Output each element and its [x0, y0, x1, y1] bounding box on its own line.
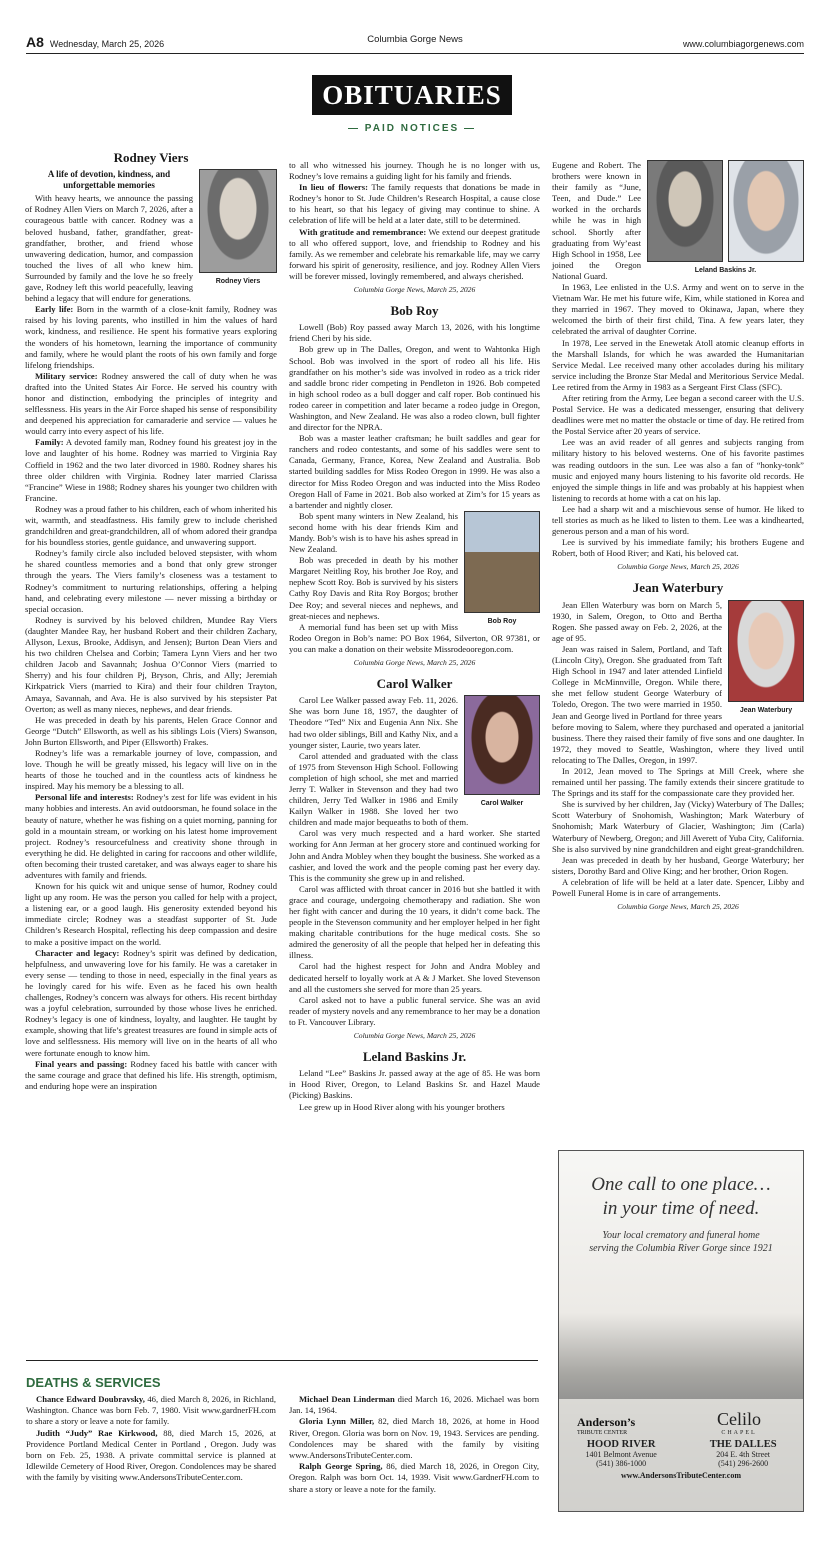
- deaths-rule: [26, 1360, 538, 1361]
- brand-sub: CHAPEL: [721, 1430, 757, 1436]
- brand-name: Anderson’s: [577, 1415, 636, 1429]
- paragraph: In 1963, Lee enlisted in the U.S. Army and went on to serve in the Vietnam War. He met his future wife, Kim, while stationed in Korea and they married in 1967. They moved to Okinawa, Japan, where they welcomed the birth of their first child, Tina. A few years later, they celebrated the arrival of daughter Corrine.: [552, 282, 804, 337]
- paragraph: Bob grew up in The Dalles, Oregon, and went to Wahtonka High School. Bob was involved in the sport of rodeo all his life. His grandfather on his mother’s side was involved in rodeo as a trick rider and saddle bronc rider competing in Pendleton in 1926. Bob competed in high school rodeo as a bull dogger and calf roper. Bob continued his rodeo career in competition and later became a rodeo judge in Oregon, Washington, and New Zealand. He was also a rodeo clown, bull fighter and director for the NPRA.: [289, 344, 540, 433]
- deceased-name: Gloria Lynn Miller,: [299, 1416, 375, 1427]
- death-notice: [26, 1428, 276, 1484]
- section-banner: OBITUARIES: [312, 75, 512, 115]
- andersons-logo: [577, 1417, 635, 1439]
- location-name: THE DALLES: [709, 1439, 777, 1450]
- paragraph: In 2012, Jean moved to The Springs at Mill Creek, where she remained until her passing. The family extends their sincere gratitude to The Springs and its staff for the compassionate care they provided her.: [552, 765, 804, 799]
- paragraph: [25, 948, 277, 1059]
- death-notice: [289, 1394, 539, 1416]
- ad-subline-1: Your local crematory and funeral home: [602, 1230, 760, 1241]
- paragraph-text: We extend our deepest gratitude to all who offered support, love, and friendship to Rodney and his family. As we remember and celebrate his remarkable life, may we carry forward his spirit of generosity, resilience, and joy. Rodney Allen Viers will be forever missed, lovingly remembered, and always cherished.: [289, 226, 540, 281]
- portrait-image-young: [647, 160, 723, 262]
- death-notice: [289, 1461, 539, 1495]
- paragraph: Rodney’s family circle also included beloved stepsister, with whom he shared countless memories and a bond that only grew stronger through the years. The Viers family’s closeness was a testament to Rodney’s commitment to nurturing relationships, offering a helping hand, and celebrating every milestone — never missing a birthday or special occasion.: [25, 548, 277, 614]
- paragraph: Bob spent many winters in New Zealand, his second home with his dear friends Kim and Mandy. Bob’s wish is to have his ashes spread in New Zealand.: [289, 510, 458, 555]
- paragraph: Rodney’s life was a remarkable journey of love, compassion, and love. Though he will be greatly missed, his legacy will live on in the hearts of those he touched and in the countless acts of kindness he inspired. May his memory be a blessing to all.: [25, 747, 277, 792]
- paragraph: Rodney was a proud father to his children, each of whom inherited his wit, warmth, and steadfastness. His family grew to include cherished grandchildren and great-grandchildren, all of whom adored their grandpa for his boundless stories, gentle guidance, and unwavering support.: [25, 503, 277, 548]
- paragraph: Known for his quick wit and unique sense of humor, Rodney could light up any room. He was the person you called for help with a project, a listening ear, or a good laugh. His generosity extended beyond his immediate circle; Rodney was a steadfast supporter of St. Jude Children’s Research Hospital, reflecting his deep compassion and desire to make a positive impact on the world.: [25, 881, 277, 947]
- photo-carol-walker: [464, 695, 540, 809]
- paragraph: In 1978, Lee served in the Enewetak Atoll atomic cleanup efforts in the Marshall Islands, for which he was awarded the Humanitarian Service Medal. Lee received many other accolades during his military service including the Bronze Star Medal and Meritorious Service Medal. Lee retired from the Army in 1983 as a Sergeant First Class (SFC).: [552, 337, 804, 392]
- paragraph-text: Rodney’s spirit was defined by dedication, helpfulness, and unwavering love for his family. He was a caretaker in every sense — tending to those in need, especially in the final years as he lovingly cared for his wife. Even as he faced his own health challenges, Rodney’s concern was always for others. His recent birthday was a joyful celebration, surrounded by those whose lives he enriched. Rodney’s legacy is one of kindness, loyalty, and laughter. He taught by example, showing that life’s greatest treasures are found in simple acts of love and selflessness. His memory will live on in the hearts of all who were fortunate enough to know him.: [25, 947, 278, 1058]
- paragraph: Bob was preceded in death by his mother Margaret Neitling Roy, his brother Joe Roy, and nephew Scott Roy. Bob is survived by his sisters Cathy Roy Davis and Rita Roy Borgos; brother Dee Roy; and several nieces and nephews, and great-nieces and nephews.: [289, 555, 458, 621]
- notice-text: 86, died March 18, 2026, in Oregon City, Oregon. Ralph was born Oct. 14, 1939. Visit www.GardnerFH.com to share a story or leave a note for the family.: [289, 1461, 539, 1494]
- column-2: [289, 160, 540, 1113]
- paragraph: Lowell (Bob) Roy passed away March 13, 2026, with his longtime friend Cheri by his side.: [289, 322, 540, 344]
- deaths-title: DEATHS & SERVICES: [26, 1375, 161, 1390]
- paragraph-heading: Personal life and interests:: [35, 792, 134, 803]
- paragraph: Leland “Lee” Baskins Jr. passed away at the age of 85. He was born in Hood River, Oregon, to Leland Baskins Sr. and Hazel Maude (Picking) Baskins.: [289, 1068, 540, 1101]
- photo-bob-roy: [464, 511, 540, 627]
- paragraph-heading: In lieu of flowers:: [299, 182, 368, 193]
- paragraph: Carol was afflicted with throat cancer in 2016 but she battled it with grace and courage, undergoing chemotherapy and radiation. She won her fight with cancer and during the 10 years, it didn’t come back. The people in the Stevenson community and her employer helped in her fight making charitable contributions for the huge medical costs. She so admired the generosity of all the people that helped her in defeating this illness.: [289, 883, 540, 961]
- funeral-home-ad[interactable]: [558, 1150, 804, 1512]
- paragraph: Carol asked not to have a public funeral service. She was an avid reader of mystery novels and any remembrance to her may be a donation to Ft. Vancouver Library.: [289, 994, 540, 1027]
- paragraph-heading: With gratitude and remembrance:: [299, 226, 427, 237]
- paragraph-text: Rodney faced his battle with cancer with the same courage and grace that defined his life. His strength, optimism, and enduring hope were an inspiration: [25, 1058, 277, 1091]
- header-rule: [26, 53, 804, 54]
- portrait-image-old: [728, 160, 804, 262]
- obit-title: Bob Roy: [390, 303, 439, 319]
- ad-website[interactable]: www.AndersonsTributeCenter.com: [621, 1471, 741, 1480]
- paragraph: Lee is survived by his immediate family; his brothers Eugene and Robert, both of Hood River; and Kati, his beloved cat.: [552, 537, 804, 559]
- ad-locations: [559, 1439, 803, 1468]
- obit-title: Carol Walker: [376, 676, 453, 692]
- paragraph: After retiring from the Army, Lee began a second career with the U.S. Postal Service. He was a dedicated messenger, ensuring that delivery deadlines were met no matter the obstacle or time of day. He retired from the Postal Service after 20 years of service.: [552, 392, 804, 437]
- deceased-name: Ralph George Spring,: [299, 1461, 383, 1472]
- photo-caption: Carol Walker: [480, 800, 524, 808]
- paragraph: Carol attended and graduated with the class of 1975 from Stevenson High School. Following completion of high school, she met and married Jerry T. Walker in Stevenson and they had two children, Jerry Ted Walker in 1986 and Emily Kailyn Walker in 1988. She loved her two children and made major bequeaths to both of them.: [289, 750, 469, 828]
- paragraph: Jean was raised in Salem, Portland, and Taft (Lincoln City), Oregon. She graduated from Taft High School in 1947 and later attended Linfield College in McMinnville, Oregon. While there, she met fellow student George Waterbury of Toledo, Oregon. The two were married in 1950. Jean and George lived in Portland for three years before moving to Salem, where they purchased and operated a janitorial business. There they raised their family of five sons and one daughter. In 1972, they moved to Seattle, Washington, where they lived until relocating to The Dalles, Oregon, in 1997.: [552, 643, 804, 765]
- paper-name: Columbia Gorge News: [367, 34, 463, 45]
- photo-caption: Rodney Viers: [215, 278, 261, 286]
- paragraph: A celebration of life will be held at a later date. Spencer, Libby and Powell Funeral Home is in care of arrangements.: [552, 876, 804, 898]
- deceased-name: Chance Edward Doubravsky,: [36, 1394, 145, 1404]
- paragraph-text: The family requests that donations be made in Rodney’s honor to St. Jude Children’s Research Hospital, a cause close to his heart, so that his legacy of giving may continue to shine. A celebration of life will be held at a later date, still to be determined.: [289, 182, 540, 226]
- notice-text: 82, died March 18, 2026, at home in Hood River, Oregon. Gloria was born on Nov. 19, 1943. Services are pending. Condolences may be shared with the family by visiting www.AndersonsTributeCenter.com.: [289, 1416, 539, 1461]
- deaths-column-2: [289, 1394, 539, 1495]
- ad-headline-1: One call to one place…: [591, 1174, 771, 1195]
- deceased-name: Michael Dean Linderman: [299, 1394, 395, 1404]
- site-url[interactable]: www.columbiagorgenews.com: [682, 39, 804, 49]
- ad-subline-2: serving the Columbia River Gorge since 1921: [589, 1243, 773, 1254]
- notice-text: died March 16, 2026. Michael was born Jan. 14, 1964.: [289, 1394, 539, 1416]
- location-phone: (541) 386-1000: [596, 1459, 647, 1468]
- paragraph: Lee grew up in Hood River along with his younger brothers: [299, 1101, 505, 1112]
- paragraph: Bob was a master leather craftsman; he built saddles and gear for ranchers and rodeo contestants, and some of his saddles were sent to Canada, Germany, France, Korea, New Zealand and Australia. Bob started building saddles for Miss Rodeo Oregon in 1999. He was also a director for Miss Rodeo Oregon and was inducted into the Miss Rodeo Oregon Hall of Fame in 2021. Bob also worked at Zim’s for 15 years as a bartender and nightly closer.: [289, 433, 540, 510]
- photo-rodney-viers: [199, 169, 277, 287]
- paragraph: [289, 182, 540, 226]
- page-number: A8: [26, 34, 44, 50]
- portrait-image: [199, 169, 277, 273]
- obit-title: Leland Baskins Jr.: [362, 1049, 467, 1065]
- paragraph: Carol Lee Walker passed away Feb. 11, 2026. She was born June 18, 1957, the daughter of Theodore “Ted” Nix and Eugenia Ann Nix. She had two older siblings, Bill and Kathy Nix, and a younger sister, Laurie, two years later.: [289, 695, 458, 750]
- paragraph: Jean was preceded in death by her husband, George Waterbury; her sisters, Dorothy Bard and Olive King; and her brother, Orion Rogen.: [552, 854, 804, 876]
- paragraph-heading: Family:: [35, 437, 64, 448]
- location-the-dalles: [710, 1439, 777, 1468]
- paragraph-text: A devoted family man, Rodney found his greatest joy in the love and laughter of his home. Rodney was married to Virginia Ray Coffield in 1962 and the two later divorced in 1980. Rodney shares his three older children with Virginia. Rodney later married Clarissa “Francine” Wiese in 1988; Rodney shares his younger two children with Francine.: [25, 437, 277, 503]
- celilo-logo: [717, 1409, 761, 1436]
- column-3: [552, 160, 804, 922]
- paragraph: [25, 304, 277, 371]
- publication-credit: Columbia Gorge News, March 25, 2026: [353, 1031, 476, 1041]
- paragraph: She is survived by her children, Jay (Vicky) Waterbury of The Dalles; Scott Waterbury of Snohomish, Washington; Mark Waterbury of Snohomish; Mark Waterbury of Glacier, Washington; Jim (Carla) Waterbury of Newberg, Oregon; and Jill Averett of Yuba City, California. She is also survived by nine grandchildren and eight great-grandchildren.: [552, 799, 805, 854]
- paragraph: [289, 227, 540, 282]
- location-name: HOOD RIVER: [586, 1439, 656, 1450]
- location-phone: (541) 296-2600: [718, 1459, 769, 1468]
- paragraph-heading: Character and legacy:: [35, 947, 120, 958]
- paragraph: Lee had a sharp wit and a mischievous sense of humor. He liked to tell stories as much as he liked to listen to them. Lee was a kindhearted, generous person and a man of his word.: [552, 503, 804, 537]
- location-hood-river: [585, 1439, 656, 1468]
- deaths-column-1: [26, 1394, 276, 1484]
- obit-title: Jean Waterbury: [632, 580, 724, 596]
- issue-date: Wednesday, March 25, 2026: [49, 39, 165, 49]
- paid-notices-label: — PAID NOTICES —: [348, 123, 476, 134]
- photo-caption: Jean Waterbury: [739, 706, 793, 714]
- paragraph-heading: Military service:: [35, 370, 98, 381]
- location-address: 204 E. 4th Street: [716, 1450, 771, 1459]
- obit-title: Rodney Viers: [113, 150, 189, 165]
- paragraph: Eugene and Robert. The brothers were known in their family as “June, Teen, and Dude.” Lee worked in the orchards while he was in high school. Shortly after graduating from Wy’east High School in 1958, Lee joined the Oregon National Guard.: [552, 160, 641, 281]
- photo-leland-baskins: [647, 160, 804, 276]
- death-notice: [289, 1416, 539, 1461]
- paragraph: Rodney is survived by his beloved children, Mundee Ray Viers (daughter Mandee Ray, her husband Robert and their children Zachary, Allyson, Lexus, Brooke, Addisyn, and Jensen); Burton Dean Viers and his two children Chelsea and Corbin; Tamera Lynn Viers and her two children Jacob and Savannah; Joshua O’Connor Viers (married to Sherry) and his four children Pj, Bryson, Chris, and Ally; Jeremiah Kirkpatrick Viers (married to Kira) and their four children Trayton, Amaya, Savannah, and Ava. He is also survived by his stepsister Pat Overton; as well as many nieces, nephews, and dear friends.: [25, 614, 277, 714]
- publication-credit: Columbia Gorge News, March 25, 2026: [353, 658, 476, 668]
- paragraph: [25, 371, 277, 438]
- paragraph-text: Born in the warmth of a close-knit family, Rodney was raised by his loving parents, who instilled in him the values of hard work, kindness, and resilience. He spent his formative years exploring the wonders of his hometown, learning the importance of community and family, where he would plant the roots of his own family and forge lifelong friendships.: [25, 304, 277, 370]
- portrait-image: [464, 511, 540, 613]
- deceased-name: Judith “Judy” Rae Kirkwood,: [36, 1427, 158, 1438]
- notice-text: 88, died March 15, 2026, at Providence Portland Medical Center in Portland , Oregon. Judy was born on Feb. 25, 1938. A private committal service is planned at Idlewilde Cemetery of Hood River, Oregon. Condolences may be shared with the family by visiting www.AndersonsTributeCenter.com.: [26, 1427, 276, 1483]
- location-address: 1401 Belmont Avenue: [585, 1450, 657, 1459]
- photo-caption: Bob Roy: [487, 617, 517, 625]
- photo-caption: Leland Baskins Jr.: [694, 267, 757, 274]
- paragraph: Lee was an avid reader of all genres and subjects ranging from military history to his beloved westerns. One of his favorite pastimes was reading outdoors in the sun. Lee was also a fan of “honky-tonk” music and enjoyed many hours listening to his favorite old records. He enjoyed the simple things in life and was probably at his happiest when listening to records at home with a cat on his lap.: [552, 437, 804, 503]
- publication-credit: Columbia Gorge News, March 25, 2026: [617, 562, 739, 572]
- page-header: [26, 34, 804, 52]
- paragraph-text: Rodney answered the call of duty when he was drafted into the United States Air Force. He served his country with honor and distinction, embodying the principles of integrity and selflessness. His years in the Air Force shaped his sense of responsibility and deepened his appreciation for camaraderie and service — values he would carry into every aspect of his life.: [25, 370, 277, 437]
- ad-footer: [559, 1399, 803, 1511]
- paragraph: Carol had the highest respect for John and Andra Mobley and dedicated herself to loyally work at A & J Market. She loved Stevenson and all the customers she served for more than 25 years.: [289, 961, 540, 994]
- paragraph: With heavy hearts, we announce the passing of Rodney Allen Viers on March 7, 2026, after a courageous battle with cancer. Rodney was a beloved husband, father, grandfather, great-grandfather, brother, and friend whose unwavering dedication, humor, and compassion touched the lives of all who knew him. Surrounded by family and the love he so freely gave, Rodney left this world peacefully, leaving behind a legacy that will endure for generations.: [25, 193, 193, 304]
- paragraph: [25, 437, 277, 504]
- ad-headline-2: in your time of need.: [602, 1198, 760, 1219]
- paragraph: He was preceded in death by his parents, Helen Grace Connor and George “Dutch” Ellsworth, as well as his siblings Lois (Viers) Swanson, John Burton Ellsworth, and Piper (Ellsworth) Frakes.: [25, 714, 277, 747]
- portrait-image: [728, 600, 804, 702]
- portrait-image: [464, 695, 540, 795]
- publication-credit: Columbia Gorge News, March 25, 2026: [617, 902, 739, 912]
- paragraph: Carol was very much respected and a hard worker. She started working for Ann Jerman at her grocery store and continued working for John and Andra Mobley when they bought the business. She worked as a cashier, and loved the work and the people coming past her every day. This is the community she grew up in and relished.: [289, 828, 540, 883]
- paragraph: [25, 792, 277, 881]
- paragraph: [25, 1059, 277, 1092]
- publication-credit: Columbia Gorge News, March 25, 2026: [353, 285, 476, 295]
- brand-name: Celilo: [717, 1409, 761, 1429]
- notice-text: 46, died March 8, 2026, in Richland, Washington. Chance was born Feb. 7, 1980. Visit www.gardnerFH.com to share a story or leave a note for family.: [26, 1394, 276, 1427]
- paragraph-heading: Early life:: [35, 304, 74, 315]
- obit-subtitle: A life of devotion, kindness, and unforgettable memories: [47, 169, 171, 191]
- paragraph-heading: Final years and passing:: [35, 1058, 128, 1069]
- death-notice: [26, 1394, 276, 1428]
- column-1: [25, 150, 277, 1092]
- paragraph: to all who witnessed his journey. Though he is no longer with us, Rodney’s love remains a guiding light for his family and friends.: [289, 160, 540, 182]
- brand-sub: TRIBUTE CENTER: [577, 1430, 628, 1436]
- paragraph-text: Rodney’s zest for life was evident in his many hobbies and interests. An avid outdoorsman, he found solace in the beauty of nature, whether he was fishing on a quiet morning, panning for gold in a mountain stream, or working on his latest home improvement project. Rodney’s resourcefulness and creativity shone through in everything he did. He delighted in caring for raccoons and other wildlife, often becoming their trusted caretaker, and was always eager to share his adventures with family and friends.: [25, 792, 277, 880]
- paragraph: Jean Ellen Waterbury was born on March 5, 1930, in Salem, Oregon, to Otto and Bertha Rogen. She passed away on Feb. 2, 2026, at the age of 95.: [552, 599, 722, 643]
- paragraph: A memorial fund has been set up with Miss Rodeo Oregon in Bob’s name: PO Box 1964, Silverton, OR 97381, or you can make a donation on their website Missrodeooregon.com.: [289, 621, 540, 654]
- photo-jean-waterbury: [728, 600, 804, 716]
